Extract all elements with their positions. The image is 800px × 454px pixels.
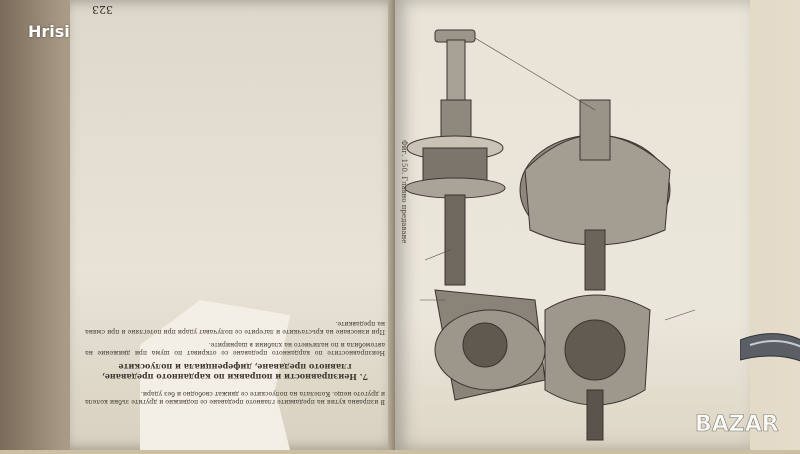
pen-object	[740, 320, 800, 380]
watermark-hrisi: Hrisi	[28, 22, 70, 41]
figure-caption: Фиг. 150. Главно предаване	[400, 140, 408, 244]
page-number: 323	[92, 3, 113, 16]
watermark-bazar-text: BAZAR	[695, 412, 779, 437]
paragraph-2: Неизправностите по карданното предаване се откриват по шума при движение на автомобила и по наличието на хлабини в шарнирите.	[85, 340, 385, 357]
section-heading: 7. Неизправности и поправки по карданното предаване, главното предаване, диференциала и полуоските	[101, 362, 369, 383]
paragraph-3: При износване на кръстачките и лагерите се получават удари при потегляне и при смяна на предавките.	[85, 319, 385, 336]
watermark-bazar	[690, 405, 800, 441]
paragraph-1: В изправна кутия на предавките главното предаване се подвижно и другите зъбни колела и другото нещо. Колелата на полуоските се движат свободно и без удари.	[85, 389, 385, 405]
rotated-text-block	[85, 5, 385, 405]
right-page	[395, 0, 750, 450]
engine-illustration	[395, 0, 750, 450]
